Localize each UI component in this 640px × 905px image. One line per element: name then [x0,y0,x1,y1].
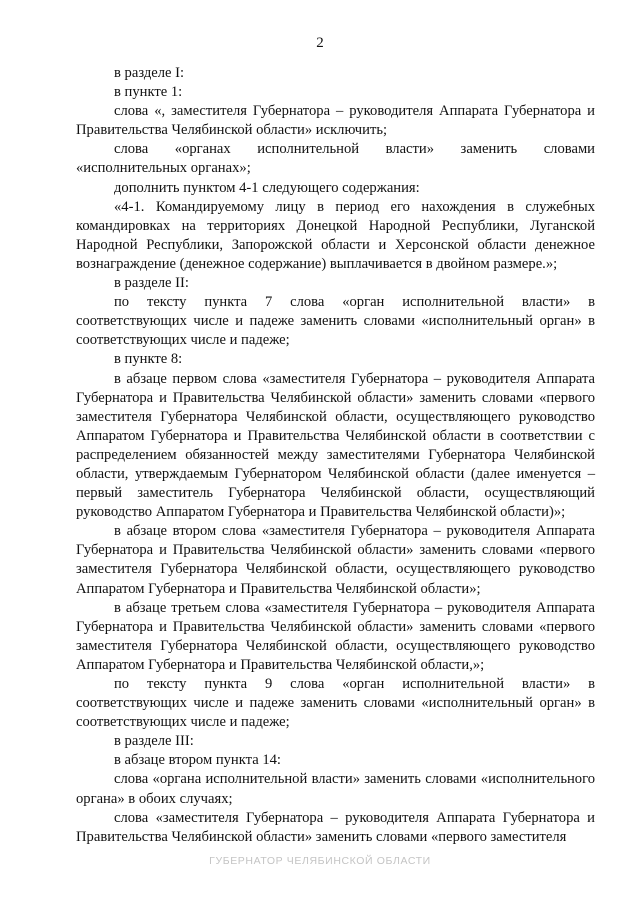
paragraph-item-4-1-text: «4-1. Командируемому лицу в период его нахождения в служебных командировках на территориях Донецкой Народной Республики, Луганской Народной Республики, Запорожской области и Херсонской области денежное вознаграждение (денежное содержание) выплачивается в двойном размере.»; [76,198,595,272]
paragraph-item-14-replace-organ: слова «органа исполнительной власти» заменить словами «исполнительного органа» в обоих случаях; [76,771,595,807]
paragraph-section-1-heading: в разделе I: [114,65,185,81]
paragraph-section-2-heading: в разделе II: [114,275,189,292]
paragraph-item-8-first: в абзаце первом слова «заместителя Губернатора – руководителя Аппарата Губернатора и Правительства Челябинской области» заменить словами «первого заместителя Губернатора Челябинской области, осуществляющего руководство Аппаратом Губернатора и Правительства Челябинской области в соответствии с распределением обязанностей между заместителями Губернатора Челябинской области, утверждаемым Губернатором Челябинской области (далее именуется – первый заместитель Губернатора Челябинской области, осуществляющий руководство Аппаратом Губернатора и Правительства Челябинской области)»; [76,370,595,521]
paragraph-item-8-third: в абзаце третьем слова «заместителя Губернатора – руководителя Аппарата Губернатора и Правительства Челябинской области» заменить словами «первого заместителя Губернатора Челябинской области, осуществляющего руководство Аппаратом Губернатора и Правительства Челябинской области,»; [76,599,595,673]
page-number: 2 [316,35,324,51]
footer-watermark: ГУБЕРНАТОР ЧЕЛЯБИНСКОЙ ОБЛАСТИ [209,855,431,867]
paragraph-item-1-exclude: слова «, заместителя Губернатора – руководителя Аппарата Губернатора и Правительства Челябинской области» исключить; [76,103,595,139]
paragraph-item-8-heading: в пункте 8: [114,351,183,368]
document-body [76,64,595,847]
paragraph-item-1-replace: слова «органах исполнительной власти» заменить словами «исполнительных органах»; [76,141,595,177]
paragraph-item-7: по тексту пункта 7 слова «орган исполнительной власти» в соответствующих числе и падеже заменить словами «исполнительный орган» в соответствующих числе и падеже; [76,294,595,349]
paragraph-add-item-4-1: дополнить пунктом 4-1 следующего содержания: [114,179,420,196]
paragraph-item-14-heading: в абзаце втором пункта 14: [114,752,281,769]
paragraph-item-14-replace-deputy: слова «заместителя Губернатора – руководителя Аппарата Губернатора и Правительства Челябинской области» заменить словами «первого заместителя [76,809,595,845]
paragraph-item-8-second: в абзаце втором слова «заместителя Губернатора – руководителя Аппарата Губернатора и Правительства Челябинской области» заменить словами «первого заместителя Губернатора Челябинской области, осуществляющего руководство Аппаратом Губернатора и Правительства Челябинской области»; [76,523,595,597]
paragraph-section-3-heading: в разделе III: [114,733,194,750]
paragraph-item-9: по тексту пункта 9 слова «орган исполнительной власти» в соответствующих числе и падеже заменить словами «исполнительный орган» в соответствующих числе и падеже; [76,676,595,731]
paragraph-item-1-heading: в пункте 1: [114,84,183,101]
